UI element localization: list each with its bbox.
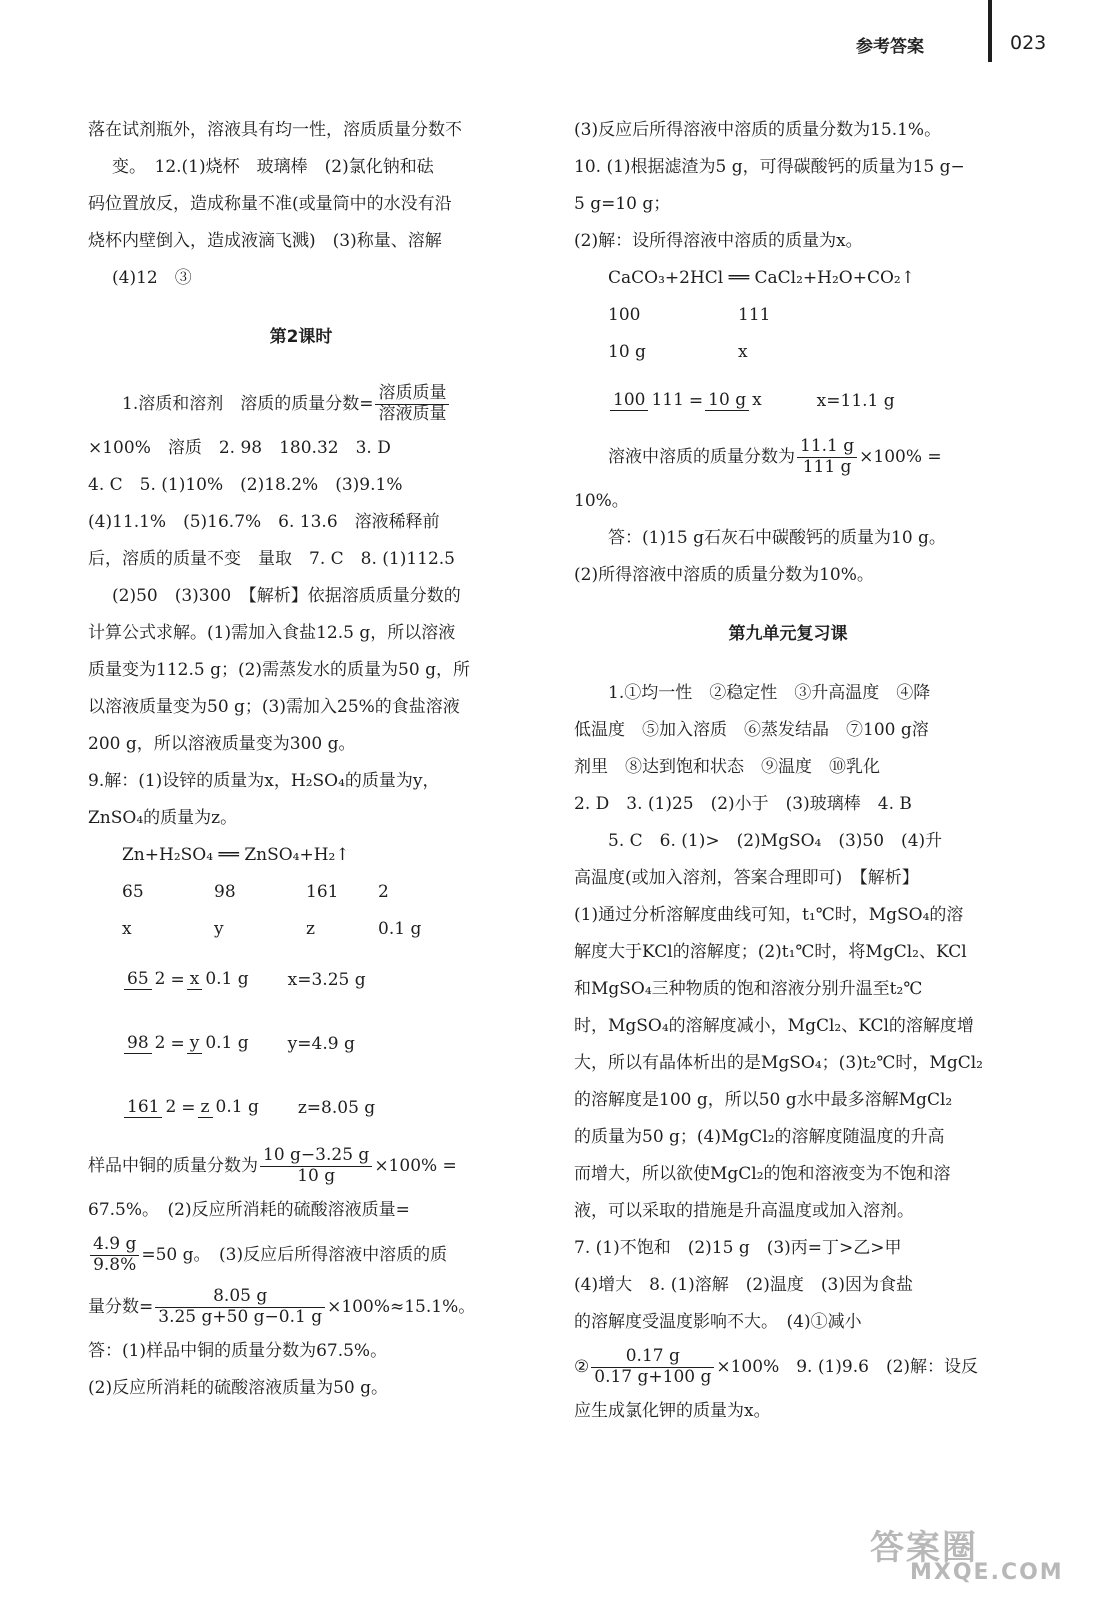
numerator: 65 (124, 970, 152, 991)
eq-cell: y (214, 919, 224, 939)
text-line: 10. (1)根据滤渣为5 g，可得碳酸钙的质量为15 g− (574, 157, 965, 177)
ratio-result: z=8.05 g (297, 1097, 376, 1118)
equation-row (122, 911, 514, 948)
section-title: 第九单元复习课 (728, 624, 848, 644)
equation-row (608, 334, 1002, 371)
numerator: 100 (610, 391, 648, 412)
ratio-row: 98 2 = y 0.1 g y=4.9 g (122, 1012, 514, 1076)
text-line: 而增大，所以欲使MgCl₂的饱和溶液变为不饱和溶 (574, 1164, 951, 1184)
ratio-row: 161 2 = z 0.1 g z=8.05 g (122, 1076, 514, 1140)
text-line: (4)11.1% (5)16.7% 6. 13.6 溶液稀释前 (88, 512, 440, 532)
text-line: 答：(1)样品中铜的质量分数为67.5%。 (88, 1341, 388, 1361)
text-line: 高温度(或加入溶剂，答案合理即可) 【解析】 (574, 868, 919, 888)
text-line: (4)增大 8. (1)溶解 (2)温度 (3)因为食盐 (574, 1275, 913, 1295)
text-line: (2)所得溶液中溶质的质量分数为10%。 (574, 565, 874, 585)
eq-cell: x (122, 919, 132, 939)
denominator: 0.1 g (205, 1032, 249, 1053)
denominator: 溶液质量 (378, 404, 447, 424)
text-line: 码位置放反，造成称量不准(或量筒中的水没有沿 (88, 194, 452, 214)
text-line: 应生成氯化钾的质量为x。 (574, 1401, 771, 1421)
text-line: 以溶液质量变为50 g；(3)需加入25%的食盐溶液 (88, 697, 460, 717)
numerator: 10 g (705, 391, 749, 412)
text-line: (3)反应后所得溶液中溶质的质量分数为15.1%。 (574, 120, 942, 140)
denominator: 111 g (802, 457, 852, 477)
text-line: (4)12 ③ (112, 268, 192, 288)
fraction (187, 1034, 252, 1055)
text-line: 5 g=10 g； (574, 194, 671, 214)
text-line: 解度大于KCl的溶解度；(2)t₁℃时，将MgCl₂、KCl (574, 942, 967, 962)
text-line: ZnSO₄的质量为z。 (88, 808, 238, 828)
denominator: 0.17 g+100 g (594, 1367, 712, 1387)
numerator: 11.1 g (797, 437, 857, 458)
equation-row (122, 874, 514, 911)
fraction (705, 391, 765, 412)
header-label: 参考答案 (856, 37, 924, 57)
numerator: 0.17 g (591, 1347, 714, 1368)
eq-cell: 65 (122, 882, 144, 902)
denominator: 10 g (297, 1166, 336, 1186)
text-line: (2)反应所消耗的硫酸溶液质量为50 g。 (88, 1378, 388, 1398)
formula-suffix: =50 g。 (3)反应后所得溶液中溶质的质 (141, 1245, 448, 1265)
numerator: 溶质质量 (375, 384, 449, 405)
fraction (610, 391, 687, 412)
denominator: 0.1 g (215, 1096, 259, 1117)
right-column (574, 112, 1002, 1430)
text-line: 大，所以有晶体析出的是MgSO₄；(3)t₂℃时，MgCl₂ (574, 1053, 983, 1073)
denominator: 3.25 g+50 g−0.1 g (158, 1307, 323, 1327)
watermark-url: MXQE.COM (910, 1560, 1064, 1585)
eq-cell: 161 (306, 882, 339, 902)
fraction (124, 1034, 168, 1055)
eq-cell: 100 (608, 305, 641, 325)
formula-suffix: ×100%≈15.1%。 (327, 1297, 476, 1317)
header-divider (988, 0, 992, 62)
text-line: 10%。 (574, 491, 629, 511)
formula-line (88, 1229, 514, 1281)
fraction (591, 1347, 714, 1387)
section-title: 第2课时 (269, 327, 333, 347)
text-line: (1)通过分析溶解度曲线可知，t₁℃时，MgSO₄的溶 (574, 905, 964, 925)
numerator: 10 g−3.25 g (260, 1146, 372, 1167)
fraction (198, 1098, 262, 1119)
text-line: 质量变为112.5 g；(2)需蒸发水的质量为50 g，所 (88, 660, 470, 680)
formula-line (88, 378, 514, 430)
fraction (187, 970, 252, 991)
text-line: 计算公式求解。(1)需加入食盐12.5 g，所以溶液 (88, 623, 456, 643)
denominator: 0.1 g (205, 968, 249, 989)
text-line: 的溶解度是100 g，所以50 g水中最多溶解MgCl₂ (574, 1090, 953, 1110)
denominator: 111 (651, 389, 684, 410)
fraction (260, 1146, 372, 1186)
text-line: 变。 12.(1)烧杯 玻璃棒 (2)氯化钠和砝 (112, 157, 434, 177)
formula-line (88, 1140, 514, 1192)
watermark-logo: 答案圈 (870, 1528, 978, 1568)
formula-prefix: 量分数= (88, 1297, 154, 1317)
text-line: 和MgSO₄三种物质的饱和溶液分别升温至t₂℃ (574, 979, 923, 999)
eq-cell: x (738, 342, 748, 362)
formula-prefix: ② (574, 1357, 590, 1377)
fraction (375, 384, 449, 424)
denominator: x (752, 389, 762, 410)
fraction (155, 1287, 325, 1327)
text-line: 5. C 6. (1)> (2)MgSO₄ (3)50 (4)升 (608, 831, 943, 851)
eq-cell: 111 (738, 305, 771, 325)
numerator: 8.05 g (155, 1287, 325, 1308)
ratio-result: x=11.1 g (816, 390, 895, 411)
chemical-equation: CaCO₃+2HCl ══ CaCl₂+H₂O+CO₂↑ (608, 268, 915, 288)
ratio-result: y=4.9 g (287, 1033, 355, 1054)
formula-prefix: 样品中铜的质量分数为 (88, 1156, 258, 1176)
numerator: x (187, 970, 203, 991)
eq-cell: z (306, 919, 315, 939)
text-line: 剂里 ⑧达到饱和状态 ⑨温度 ⑩乳化 (574, 757, 880, 777)
numerator: 4.9 g (90, 1235, 139, 1256)
equation-block (88, 837, 514, 1140)
formula-line (88, 1281, 514, 1333)
text-line: 低温度 ⑤加入溶质 ⑥蒸发结晶 ⑦100 g溶 (574, 720, 929, 740)
text-line: 答：(1)15 g石灰石中碳酸钙的质量为10 g。 (608, 528, 946, 548)
text-line: 烧杯内壁倒入，造成液滴飞溅) (3)称量、溶解 (88, 231, 442, 251)
formula-suffix: ×100% = (374, 1156, 457, 1176)
page-number: 023 (1010, 32, 1047, 54)
ratio-row: 65 2 = x 0.1 g x=3.25 g (122, 948, 514, 1012)
fraction (797, 437, 857, 477)
eq-cell: 98 (214, 882, 236, 902)
numerator: z (198, 1098, 213, 1119)
text-line: 4. C 5. (1)10% (2)18.2% (3)9.1% (88, 475, 403, 495)
text-line: 落在试剂瓶外，溶液具有均一性，溶质质量分数不 (88, 120, 462, 140)
ratio-row: 100 111 = 10 g x x=11.1 g (608, 371, 1002, 431)
text-line: 9.解：(1)设锌的质量为x，H₂SO₄的质量为y， (88, 771, 440, 791)
denominator: 2 (154, 1032, 166, 1053)
numerator: y (187, 1034, 203, 1055)
formula-line (574, 431, 1002, 483)
equation-row (608, 297, 1002, 334)
text-line: 的溶解度受温度影响不大。 (4)①减小 (574, 1312, 862, 1332)
text-line: 时，MgSO₄的溶解度减小，MgCl₂、KCl的溶解度增 (574, 1016, 974, 1036)
text-line: 2. D 3. (1)25 (2)小于 (3)玻璃棒 4. B (574, 794, 912, 814)
chemical-equation: Zn+H₂SO₄ ══ ZnSO₄+H₂↑ (122, 845, 350, 865)
text-line: 67.5%。 (2)反应所消耗的硫酸溶液质量= (88, 1200, 410, 1220)
formula-line (574, 1341, 1002, 1393)
text-line: ×100% 溶质 2. 98 180.32 3. D (88, 438, 391, 458)
text-line: 7. (1)不饱和 (2)15 g (3)丙=丁>乙>甲 (574, 1238, 902, 1258)
fraction (124, 970, 168, 991)
left-column (88, 112, 514, 1407)
text-line: (2)50 (3)300 【解析】依据溶质质量分数的 (112, 586, 461, 606)
ratio-result: x=3.25 g (287, 969, 366, 990)
text-line: 的质量为50 g；(4)MgCl₂的溶解度随温度的升高 (574, 1127, 945, 1147)
formula-suffix: ×100% 9. (1)9.6 (2)解：设反 (716, 1357, 979, 1377)
formula-prefix: 1.溶质和溶剂 溶质的质量分数= (122, 394, 374, 414)
denominator: 2 (165, 1096, 177, 1117)
eq-cell: 2 (378, 882, 389, 902)
fraction (90, 1235, 139, 1275)
text-line: 1.①均一性 ②稳定性 ③升高温度 ④降 (608, 683, 931, 703)
denominator: 2 (154, 968, 166, 989)
numerator: 161 (124, 1098, 162, 1119)
formula-prefix: 溶液中溶质的质量分数为 (608, 447, 795, 467)
numerator: 98 (124, 1034, 152, 1055)
eq-cell: 10 g (608, 342, 646, 362)
denominator: 9.8% (93, 1255, 137, 1275)
text-line: 液，可以采取的措施是升高温度或加入溶剂。 (574, 1201, 914, 1221)
equation-block (574, 260, 1002, 431)
eq-cell: 0.1 g (378, 919, 422, 939)
formula-suffix: ×100% = (859, 447, 942, 467)
fraction (124, 1098, 179, 1119)
text-line: 200 g，所以溶液质量变为300 g。 (88, 734, 356, 754)
text-line: (2)解：设所得溶液中溶质的质量为x。 (574, 231, 863, 251)
text-line: 后，溶质的质量不变 量取 7. C 8. (1)112.5 (88, 549, 456, 569)
